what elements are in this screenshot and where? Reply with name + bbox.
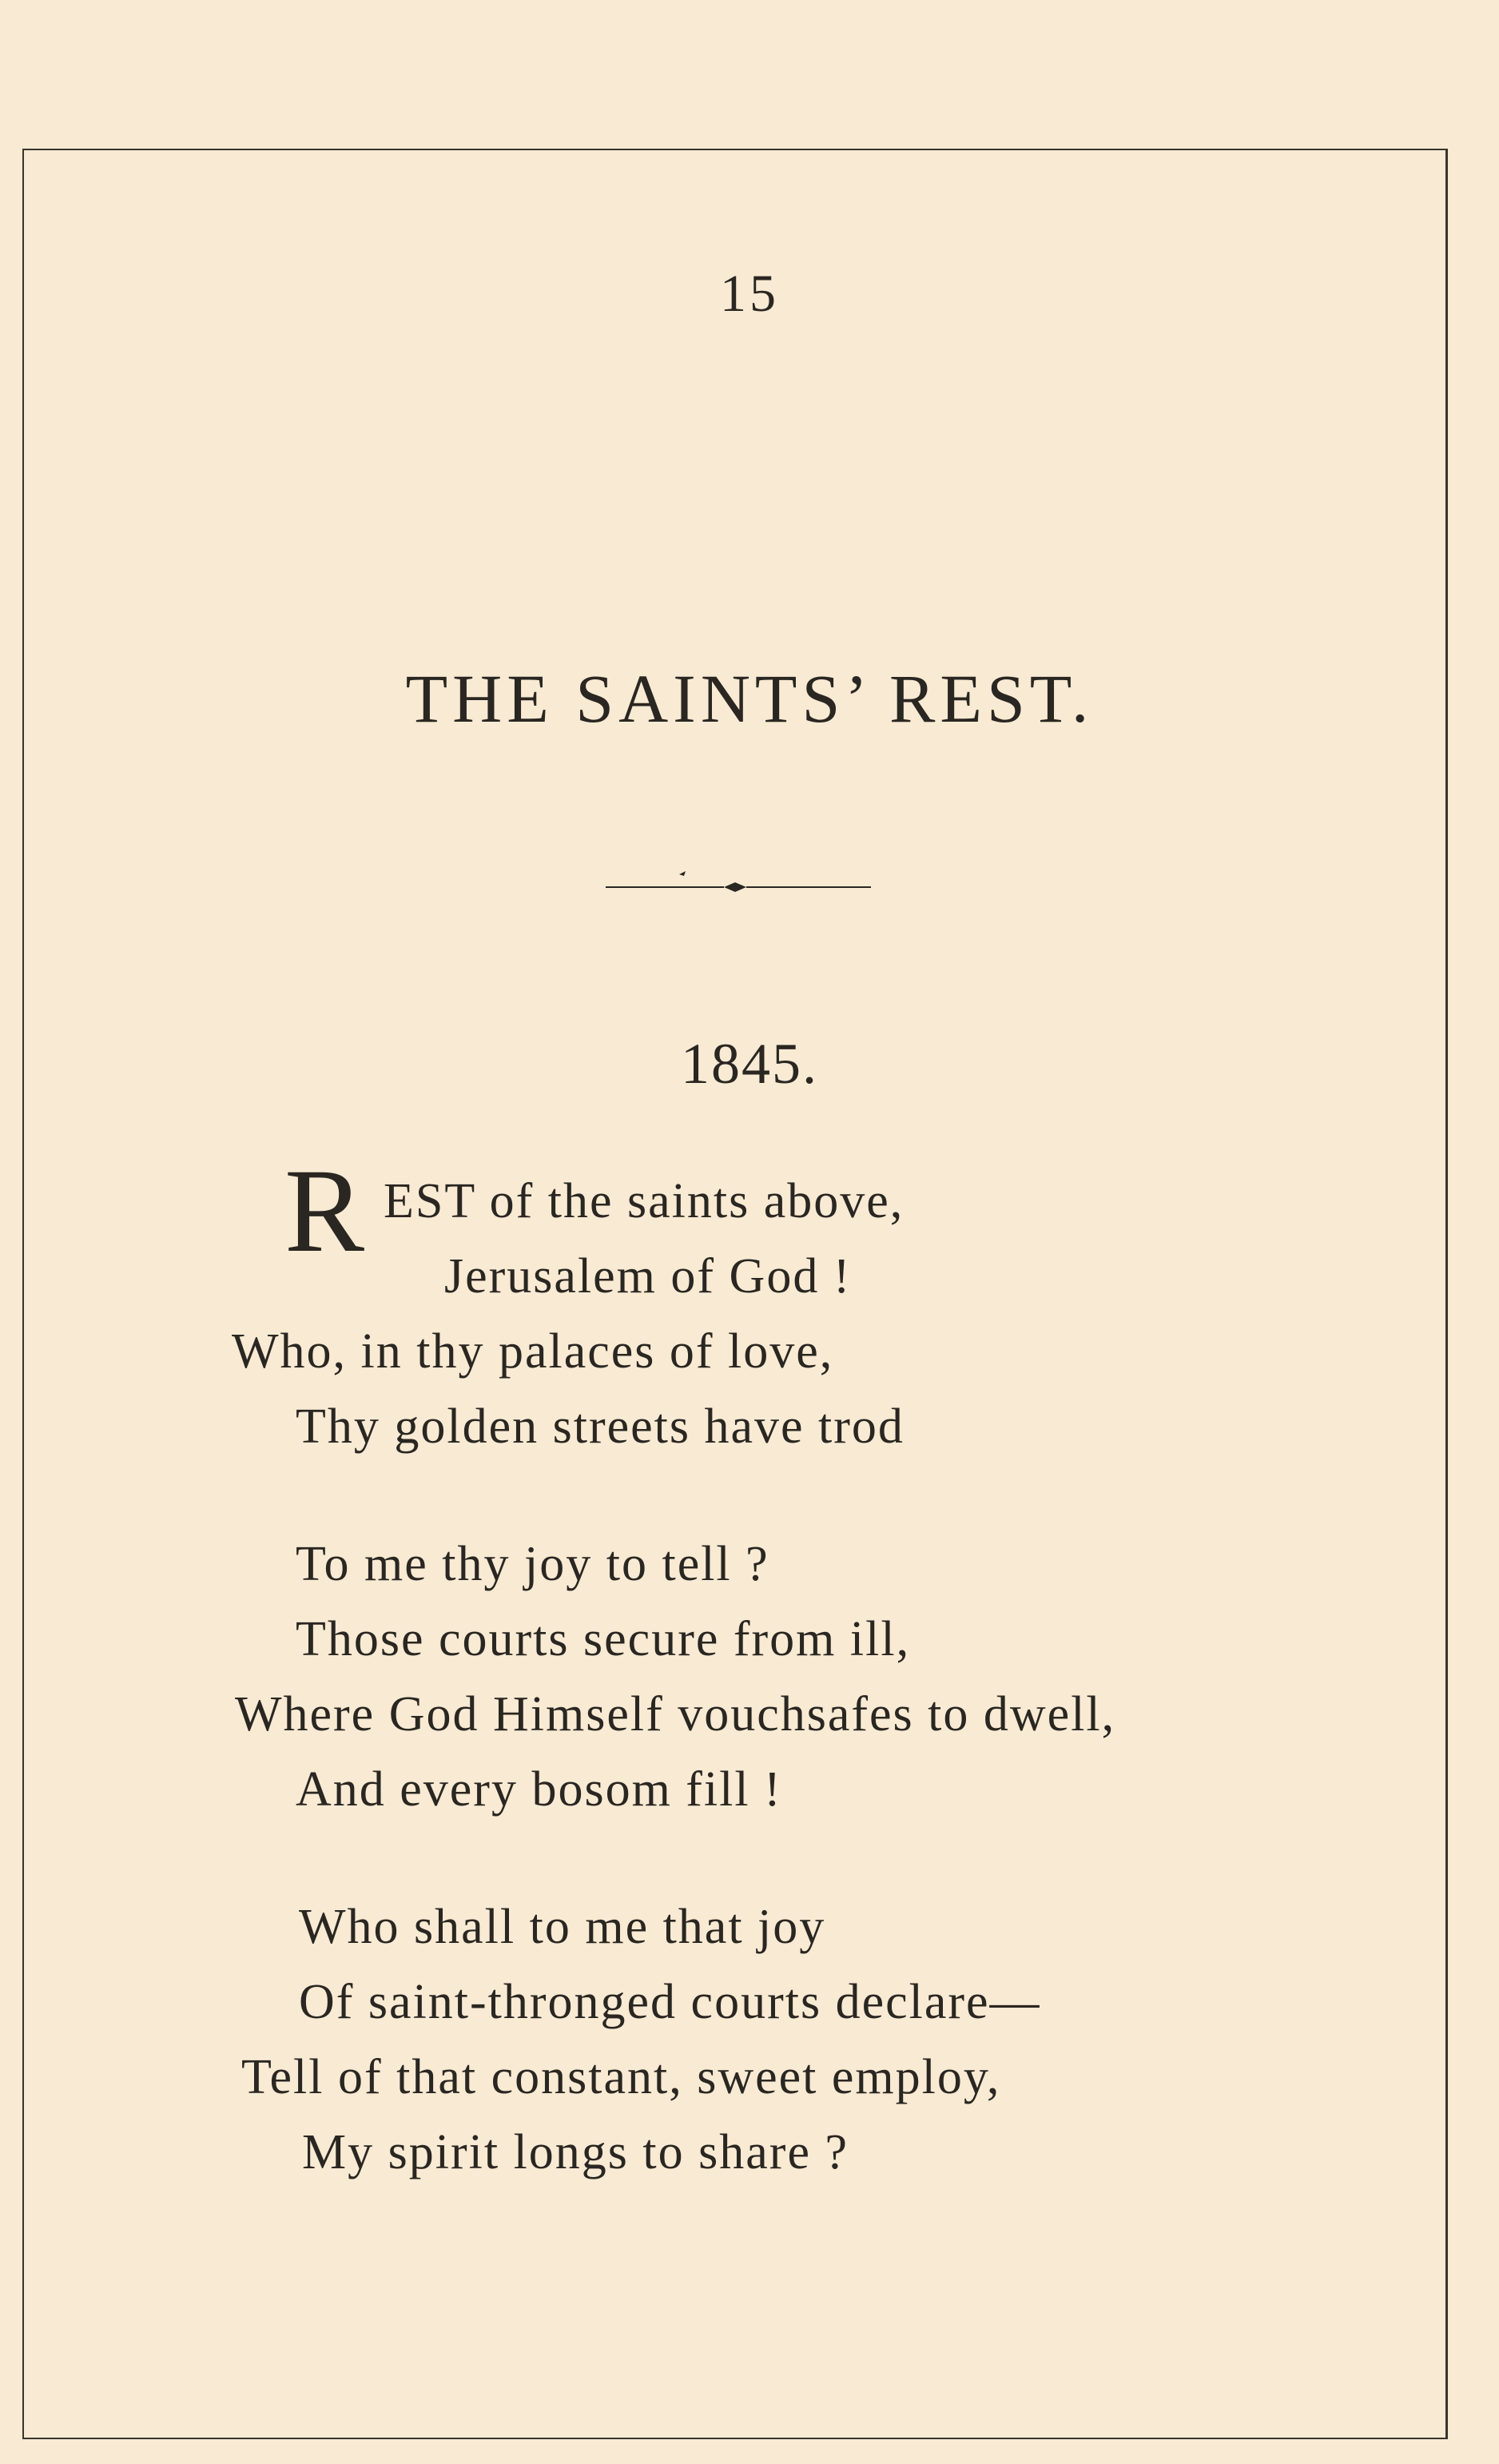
drop-cap: R — [284, 1144, 365, 1277]
poem-line-2: Jerusalem of God ! — [444, 1249, 852, 1304]
poem-line-1: EST of the saints above, — [384, 1174, 905, 1228]
poem-title: THE SAINTS’ REST. — [405, 660, 1094, 737]
poem-line-3: Who, in thy palaces of love, — [232, 1324, 834, 1379]
poem-line-11: Tell of that constant, sweet employ, — [241, 2050, 1001, 2104]
divider-ornament — [606, 860, 871, 908]
poem-line-8: And every bosom fill ! — [296, 1762, 782, 1817]
page-number: 15 — [720, 265, 779, 323]
poem-line-5: To me thy joy to tell ? — [296, 1537, 769, 1591]
poem-line-4: Thy golden streets have trod — [296, 1399, 905, 1454]
poem-year: 1845. — [681, 1032, 818, 1096]
poem-line-6: Those courts secure from ill, — [296, 1612, 911, 1666]
poem-line-7: Where God Himself vouchsafes to dwell, — [235, 1687, 1116, 1742]
poem-line-10: Of saint-thronged courts declare— — [299, 1975, 1041, 2029]
poem-line-9: Who shall to me that joy — [299, 1900, 826, 1954]
poem-line-12: My spirit longs to share ? — [302, 2125, 849, 2179]
